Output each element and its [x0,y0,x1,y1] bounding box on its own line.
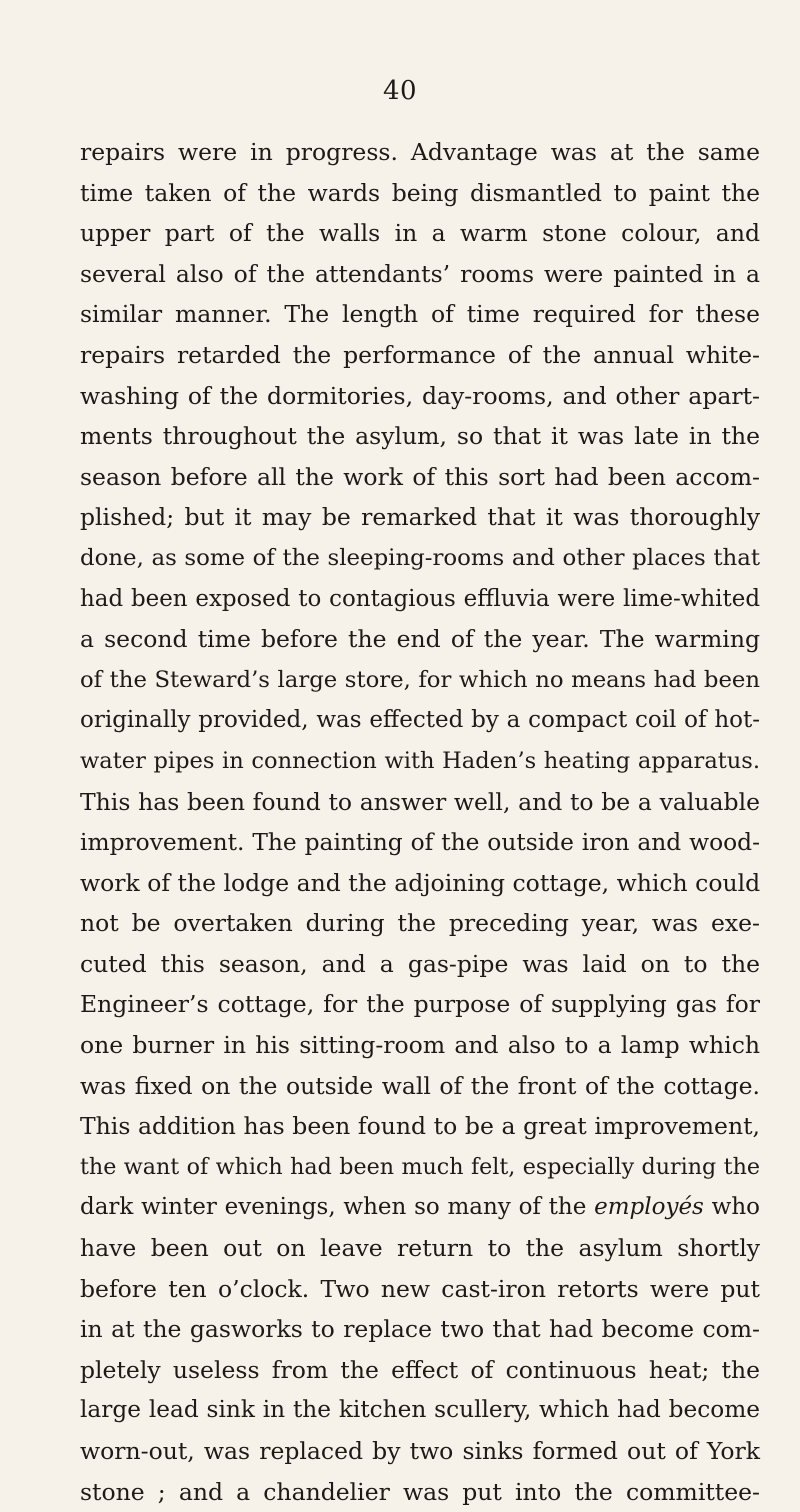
text-line: in at the gasworks to replace two that had become com- [80,1315,760,1344]
text-line: work of the lodge and the adjoining cottage, which could [80,868,761,897]
text-line: repairs retarded the performance of the annual white- [80,340,760,369]
text-line: of the Steward’s large store, for which no means had been [80,666,760,693]
text-line: water pipes in connection with Haden’s heating apparatus. [80,747,760,774]
text-line: originally provided, was effected by a compact coil of hot- [80,707,760,734]
text-line: a second time before the end of the year. The warming [80,625,760,654]
text-segment: dark winter evenings, when so many of the [80,1194,595,1221]
text-line: season before all the work of this sort had been accom- [80,462,760,491]
text-segment: who [703,1194,760,1221]
text-line: Engineer’s cottage, for the purpose of supplying gas for [80,990,760,1019]
text-line-with-italic [80,1187,760,1228]
text-line: plished; but it may be remarked that it was thoroughly [80,503,760,532]
text-line: similar manner. The length of time required for these [80,300,760,329]
text-line: the want of which had been much felt, especially during the [80,1153,760,1180]
text-line: time taken of the wards being dismantled to paint the [80,178,760,207]
text-line: before ten o’clock. Two new cast-iron retorts were put [80,1274,760,1303]
body-text [80,132,760,1512]
text-line: This has been found to answer well, and to be a valuable [80,787,760,816]
text-line: stone ; and a chandelier was put into the committee- [80,1477,760,1506]
text-line: This addition has been found to be a great improvement, [80,1112,760,1141]
text-line: done, as some of the sleeping-rooms and other places that [80,544,760,571]
text-line: repairs were in progress. Advantage was at the same [80,138,760,166]
text-line: several also of the attendants’ rooms were painted in a [80,259,760,288]
text-line: improvement. The painting of the outside iron and wood- [80,828,760,857]
text-line: large lead sink in the kitchen scullery, which had become [80,1396,760,1424]
text-line: cuted this season, and a gas-pipe was laid on to the [80,949,760,978]
italic-word: employés [594,1194,704,1221]
text-line: not be overtaken during the preceding year, was exe- [80,909,760,938]
text-line: had been exposed to contagious effluvia were lime-whited [80,585,760,612]
text-line: have been out on leave return to the asylum shortly [80,1234,760,1263]
text-line: worn-out, was replaced by two sinks formed out of York [80,1437,760,1465]
text-line: one burner in his sitting-room and also to a lamp which [80,1031,760,1060]
text-line: upper part of the walls in a warm stone colour, and [80,219,760,248]
text-line: ments throughout the asylum, so that it was late in the [80,422,760,451]
text-line: pletely useless from the effect of continuous heat; the [80,1355,760,1384]
text-line: was fixed on the outside wall of the front of the cottage. [80,1071,760,1100]
page-number: 40 [382,76,418,106]
text-line: washing of the dormitories, day-rooms, and other apart- [80,381,760,410]
